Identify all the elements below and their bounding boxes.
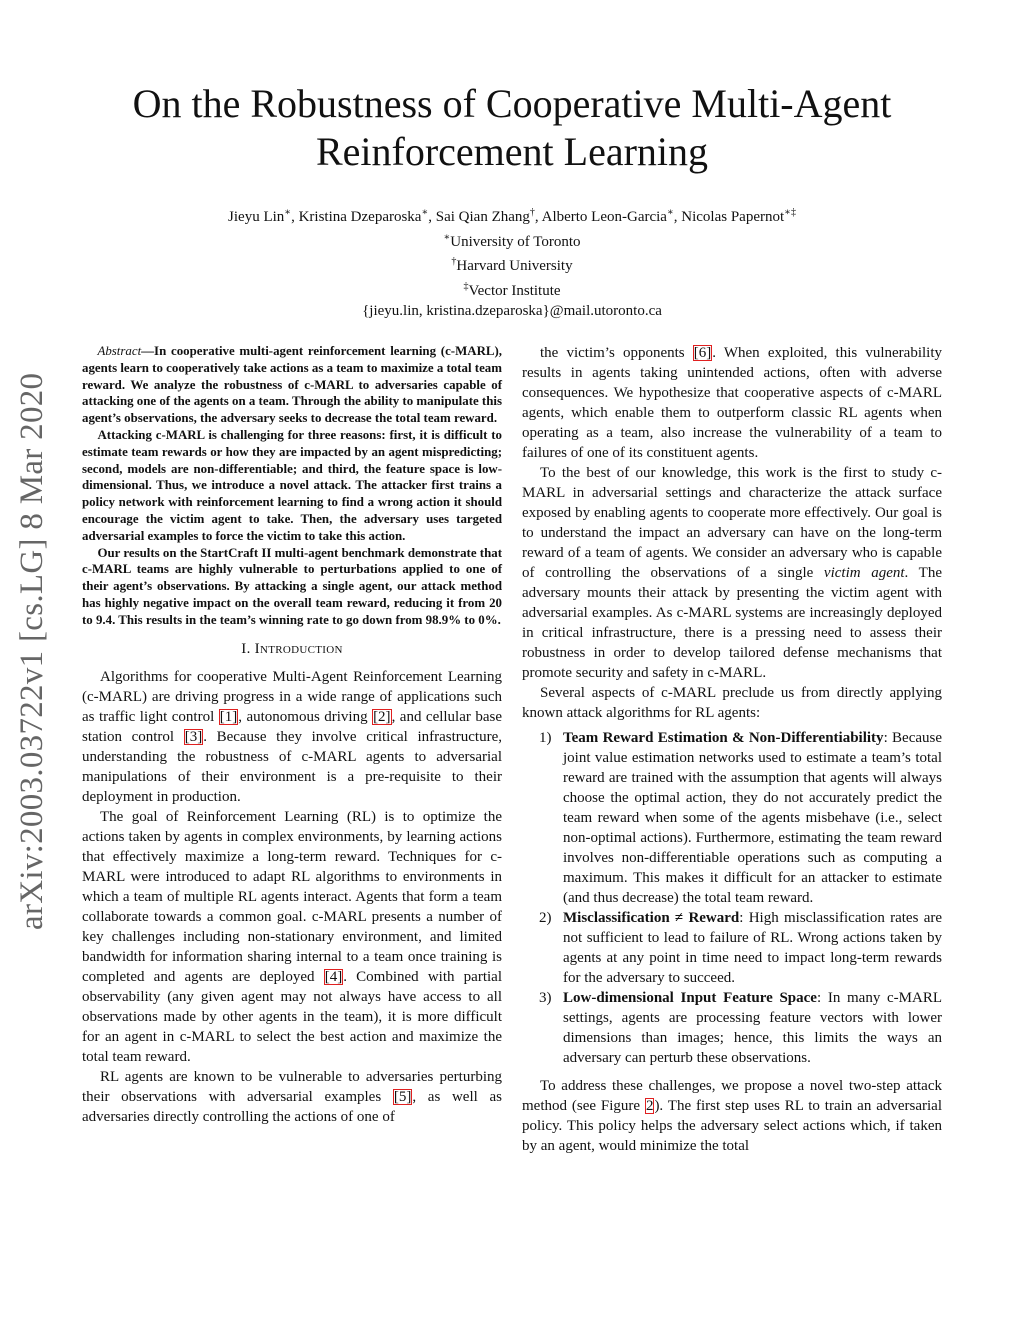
introduction-left	[82, 667, 502, 1127]
text-span: To the best of our knowledge, this work is the first to study c-MARL in adversarial settings and characterize the attack surface exposed by enabling agents to cooperate more effectively. Our goal is to understand the impact an adversary can have on the long-term reward of a team of agents. We consider an adversary who is capable of controlling the observations of a single	[522, 465, 942, 581]
paragraph	[82, 545, 502, 629]
right-column	[522, 343, 942, 1156]
citation-link[interactable]: [5]	[393, 1088, 412, 1105]
text-span: : In many c-MARL settings, agents are processing feature vectors with lower dimensions than images; hence, this limits the ways an adversary can perturb these observations.	[563, 990, 942, 1066]
text-span: RL agents are known to be vulnerable to adversaries perturbing their observations with adversarial examples	[82, 1068, 502, 1105]
citation-link[interactable]: [1]	[219, 708, 238, 725]
text-span: . Combined with partial observability (any given agent may not always have access to all observations made by other agents in the team), it is more difficult for an agent in c-MARL to select the best action and maximize the total team reward.	[82, 968, 502, 1065]
introduction-right-continued	[522, 1076, 942, 1156]
affiliation	[0, 228, 1024, 253]
citation-link[interactable]: [4]	[324, 968, 343, 985]
list-number: 3)	[539, 990, 552, 1006]
author-block	[0, 203, 1024, 322]
paragraph	[522, 343, 942, 463]
citation-link[interactable]: [2]	[373, 708, 391, 725]
arxiv-stamp: arXiv:2003.03722v1 [cs.LG] 8 Mar 2020	[14, 372, 50, 930]
citation-link[interactable]: [6]	[693, 345, 712, 361]
author-name: Alberto Leon-Garcia	[541, 209, 667, 225]
emphasized-text: Abstract	[97, 344, 142, 358]
affiliation-mark: ‡	[463, 280, 469, 292]
citation-link[interactable]: [3]	[184, 728, 203, 745]
emphasized-text: Team Reward Estimation & Non-Differentiability	[563, 730, 884, 746]
text-span: . The adversary mounts their attack by presenting the victim agent with adversarial examples. As c-MARL systems are increasingly deployed in critical infrastructure, there is a pressing need to assess their robustness in order to develop tailored defense mechanisms that promote security and safety in c-MARL.	[522, 565, 942, 681]
challenge-list	[522, 728, 942, 1068]
text-span: the victim’s opponents	[540, 345, 693, 361]
affiliation-name: University of Toronto	[450, 233, 581, 250]
affiliation-mark: †	[451, 256, 457, 267]
paragraph	[522, 463, 942, 683]
section-heading: I. Introduction	[241, 640, 343, 657]
emphasized-text: Low-dimensional Input Feature Space	[563, 990, 817, 1006]
list-number: 1)	[539, 730, 552, 746]
text-span: , autonomous driving	[238, 708, 373, 725]
text-span: . Because they involve critical infrastructure, understanding the robustness of c-MARL agents to adversarial manipulations of their environment is a pre-requisite to their deployment in production.	[82, 728, 502, 805]
paragraph	[522, 683, 942, 723]
text-span: —In cooperative multi-agent reinforcement learning (c-MARL), agents learn to cooperatively take actions as a team to maximize a total team reward. We analyze the robustness of c-MARL to adversaries capable of attacking one of the agents on a team. Through the ability to manipulate this agent’s observations, the adversary seeks to decrease the total team reward.	[82, 344, 502, 426]
affiliation	[0, 252, 1024, 277]
affiliation-mark: ∗	[284, 207, 292, 218]
list-item	[522, 908, 942, 988]
affiliation-name: Harvard University	[456, 258, 573, 274]
text-span: The goal of Reinforcement Learning (RL) is to optimize the actions taken by agents in complex environments, by learning actions that effectively maximize a long-term reward. Techniques for c-MARL were introduced to adapt RL algorithms to environments in which a team of multiple RL agents interact. Agents that form a team collaborate towards a common goal. c-MARL presents a number of key challenges including non-stationary environment, and limited bandwidth for information sharing internal to a team once training is completed and agents are deployed	[82, 808, 502, 985]
paper-title	[0, 80, 1024, 176]
affiliation-mark: ∗‡	[784, 207, 796, 218]
paragraph	[82, 343, 502, 427]
text-span: Attacking c-MARL is challenging for three reasons: first, it is difficult to estimate team rewards or how they are impacted by an agent mispredicting; second, models are non-differentiable; and third, the feature space is low-dimensional. Thus, we introduce a novel attack. The attacker first trains a policy network with reinforcement learning to find a wrong action it should encourage the victim agent to take. Then, the adversary uses targeted adversarial examples to force the victim to take this action.	[82, 427, 502, 543]
left-column	[82, 343, 502, 1127]
author-list: Jieyu Lin∗, Kristina Dzeparoska∗, Sai Qian Zhang†, Alberto Leon-Garcia∗, Nicolas Papernot∗‡	[228, 207, 796, 225]
affiliation-mark: †	[529, 207, 535, 218]
emphasized-text: victim agent	[823, 565, 905, 581]
emphasized-text: Misclassification ≠ Reward	[563, 910, 740, 926]
affiliation-mark: ∗	[421, 207, 429, 218]
affiliation-mark: ∗	[666, 207, 674, 218]
affiliation-mark: ∗	[443, 231, 451, 243]
text-span: Our results on the StartCraft II multi-agent benchmark demonstrate that c-MARL teams are highly vulnerable to perturbations applied to one of their agent’s observations. By attacking a single agent, our attack method has highly negative impact on the overall team reward, reducing it from 20 to 9.4. This results in the team’s winning rate to go down from 98.9% to 0%.	[82, 545, 502, 627]
paragraph	[82, 807, 502, 1067]
text-span: : Because joint value estimation networks used to estimate a team’s total reward are trained with the assumption that agents will always choose the optimal action, they do not accurately predict the team reward when some of the agents misbehave (i.e., select non-optimal actions). Furthermore, estimating the team reward involves non-differentiable operations such as computing a maximum. This makes it difficult for an attacker to estimate (and thus decrease) the total team reward.	[563, 730, 943, 906]
author-email: {jieyu.lin, kristina.dzeparoska}@mail.utoronto.ca	[362, 303, 662, 319]
paragraph	[82, 427, 502, 545]
list-item	[522, 988, 942, 1068]
list-number: 2)	[539, 910, 552, 926]
citation-link[interactable]: 2	[645, 1098, 654, 1114]
text-span: Algorithms for cooperative Multi-Agent Reinforcement Learning (c-MARL) are driving progress in a wide range of applications such as traffic light control	[82, 668, 502, 725]
abstract	[82, 343, 502, 629]
affiliation-name: Vector Institute	[468, 282, 561, 299]
text-span: To address these challenges, we propose a novel two-step attack method (see Figure	[522, 1078, 942, 1114]
paragraph	[82, 1067, 502, 1127]
text-span: . When exploited, this vulnerability results in agents taking unintended actions, often with adverse consequences. We hypothesize that cooperative aspects of c-MARL agents, which enable them to outperform classic RL agents when operating as a team, also increase the vulnerability of a team to failures of one of its constituent agents.	[522, 345, 942, 461]
author-name: Sai Qian Zhang	[435, 209, 530, 225]
author-name: Jieyu Lin	[228, 209, 285, 225]
affiliation	[0, 277, 1024, 302]
text-span: Several aspects of c-MARL preclude us from directly applying known attack algorithms for RL agents:	[522, 685, 942, 721]
text-span: , and cellular base station control	[82, 708, 502, 745]
introduction-right	[522, 343, 942, 723]
paragraph	[522, 1076, 942, 1156]
text-span: ). The first step uses RL to train an adversarial policy. This policy helps the adversary select actions which, if taken by an agent, would minimize the total	[522, 1098, 942, 1154]
list-item	[522, 728, 942, 908]
title-line: Reinforcement Learning	[315, 129, 709, 174]
paragraph	[82, 667, 502, 807]
author-name: Kristina Dzeparoska	[298, 209, 422, 225]
text-span: : High misclassification rates are not sufficient to lead to failure of RL. Wrong actions taken by agents at any point in time need to impact long-term rewards for the adversary to succeed.	[563, 910, 942, 986]
author-name: Nicolas Papernot	[681, 209, 785, 225]
title-line: On the Robustness of Cooperative Multi-Agent	[132, 81, 892, 126]
text-span: , as well as adversaries directly controlling the actions of one of	[82, 1088, 502, 1125]
